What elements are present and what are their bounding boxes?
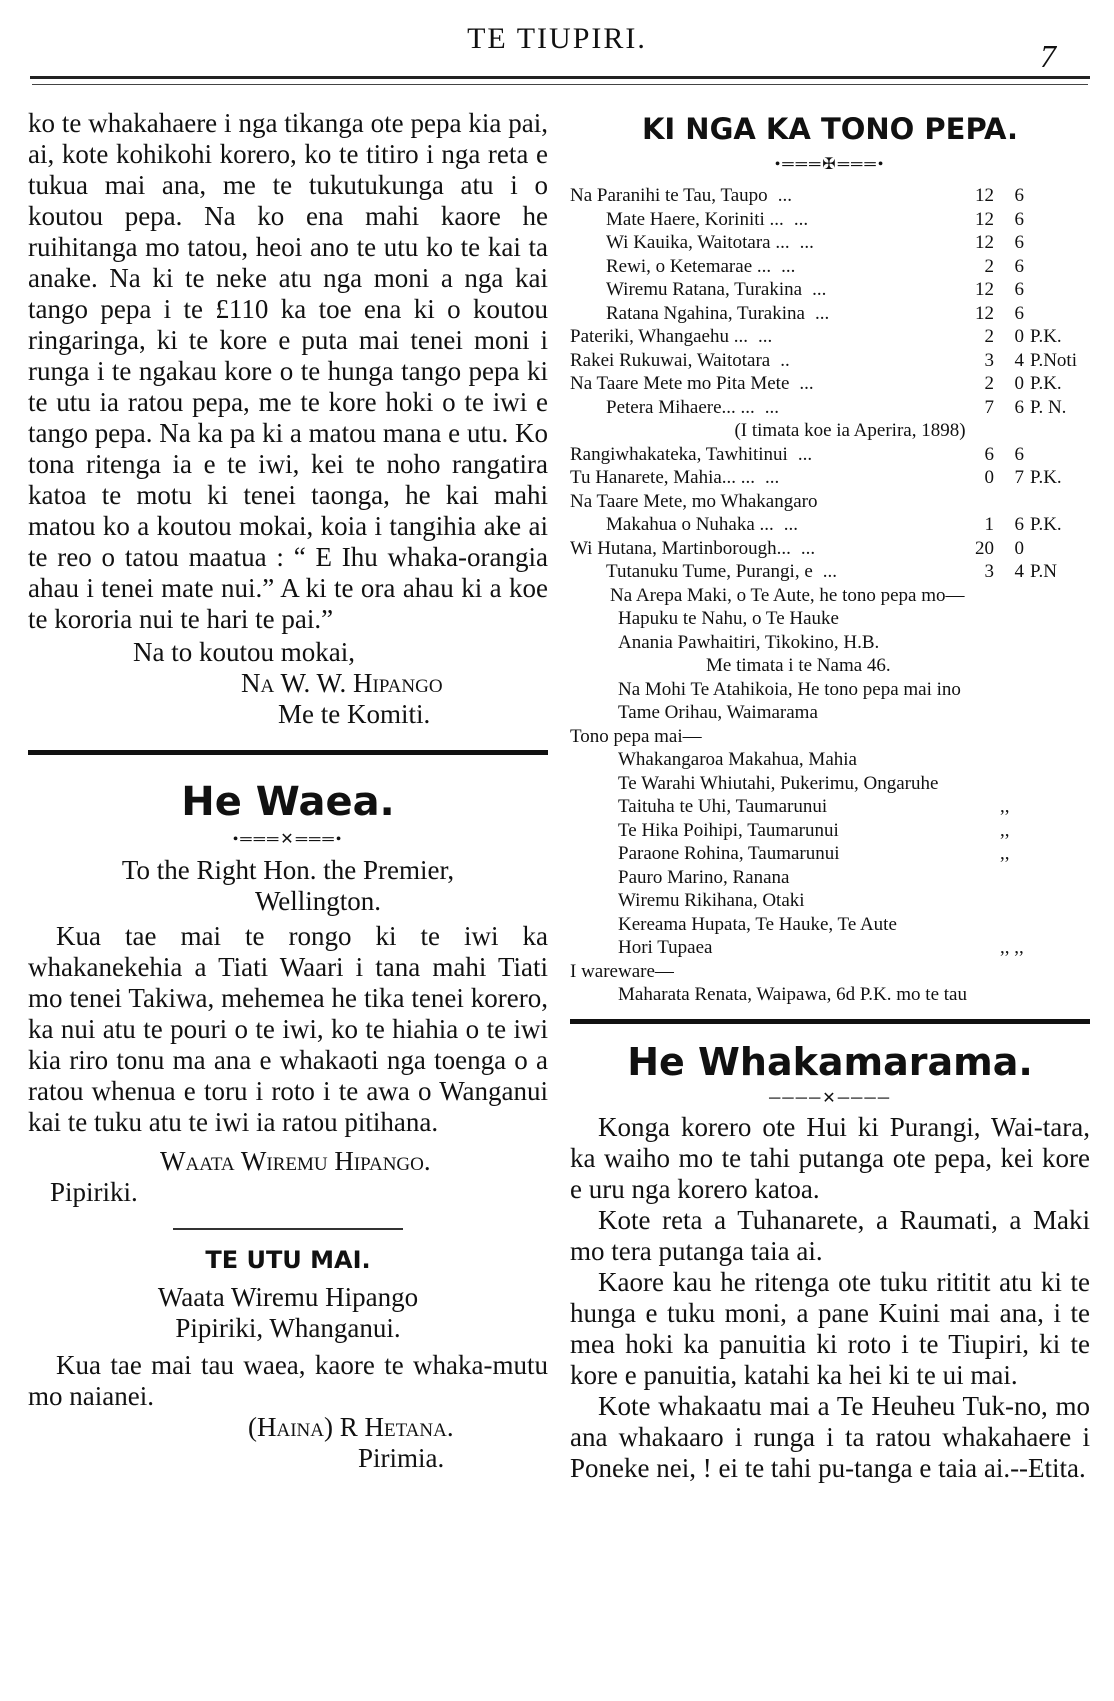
list-item-name: Tu Hanarete, Mahia... ...	[570, 467, 756, 488]
signature-line-2: Na W. W. Hipango	[241, 668, 443, 698]
list-item-n2: 6	[1014, 396, 1024, 418]
arepa-line-2: Hapuku te Nahu, o Te Hauke	[618, 608, 839, 629]
list-item-name: Wiremu Rikihana, Otaki	[618, 890, 805, 911]
list-item	[570, 866, 1090, 890]
ditto-mark: ,, ,,	[1000, 937, 1024, 958]
list-item: Na Taare Mete, mo Whakangaro	[570, 490, 818, 512]
list-item-name: Whakangaroa Makahua, Mahia	[618, 749, 857, 770]
list-item-n2: 6	[1014, 443, 1024, 465]
list-item-name: Rangiwhakateka, Tawhitinui	[570, 443, 788, 465]
ditto-mark	[1000, 748, 1090, 772]
list-item-n2: 6	[1014, 185, 1024, 206]
waea-place: Pipiriki.	[50, 1177, 138, 1207]
list-item	[570, 819, 1090, 843]
list-item	[570, 936, 1090, 960]
list-item-name: Mate Haere, Koriniti ...	[606, 208, 784, 230]
short-rule	[173, 1228, 403, 1230]
list-item-name: Rakei Rukuwai, Waitotara	[570, 349, 771, 371]
list-item-n1: 7	[984, 396, 994, 418]
utu-title: Pirimia.	[358, 1443, 445, 1473]
ornament-divider: •═══✕═══•	[232, 831, 344, 848]
list-item-tag	[1024, 302, 1090, 326]
list-item-n2: 4	[1014, 349, 1024, 371]
list-item-tag	[1024, 443, 1090, 467]
list-item-tag	[1024, 208, 1090, 232]
list-item	[570, 466, 1090, 490]
list-item-n1: 2	[984, 326, 994, 347]
list-item	[570, 889, 1090, 913]
list-item-name: Wi Hutana, Martinborough...	[570, 537, 791, 559]
utu-body: Kua tae mai tau waea, kaore te whaka-mutu mo naianei.	[28, 1350, 548, 1411]
list-item-tag	[1024, 278, 1090, 302]
list-item-spacer	[827, 795, 1000, 819]
utu-signature: (Haina) R Hetana.	[248, 1412, 454, 1442]
maharata-line: Maharata Renata, Waipawa, 6d P.K. mo te tau	[618, 984, 967, 1005]
list-item-name: Pauro Marino, Ranana	[618, 866, 790, 888]
list-item-name: Hori Tupaea	[618, 937, 713, 958]
page-number: 7	[1040, 38, 1056, 74]
utu-address-2: Pipiriki, Whanganui.	[175, 1313, 401, 1343]
list-item-tag: P.K.	[1030, 326, 1062, 347]
list-item-name: Makahua o Nuhaka ...	[606, 514, 774, 535]
ditto-mark	[1000, 866, 1090, 890]
ditto-mark: ,,	[1000, 843, 1010, 864]
list-item-spacer	[839, 819, 1000, 843]
list-item-tag: P.Noti	[1030, 349, 1077, 371]
ditto-mark: ,,	[1000, 796, 1010, 817]
signature-line-3: Me te Komiti.	[278, 699, 431, 729]
list-item-n1: 12	[975, 185, 994, 206]
list-item-n2: 7	[1014, 467, 1024, 488]
whakamarama-heading: He Whakamarama.	[627, 1039, 1033, 1084]
list-item-tag	[1024, 255, 1090, 279]
signature-line-1: Na to koutou mokai,	[133, 637, 355, 667]
list-item-name: Wiremu Ratana, Turakina	[606, 279, 803, 300]
list-item-n2: 6	[1014, 255, 1024, 277]
tono-heading: KI NGA KA TONO PEPA.	[641, 112, 1019, 146]
list-item-dots: ...	[777, 185, 792, 206]
list-item-tag: P. N.	[1030, 396, 1067, 418]
list-item-n2: 0	[1014, 326, 1024, 347]
list-item-dots: ...	[799, 232, 814, 253]
list-item-name: Rewi, o Ketemarae ...	[606, 255, 772, 277]
list-item-n1: 12	[975, 279, 994, 300]
list-item-n1: 3	[984, 349, 994, 371]
aperira-note: (I timata koe ia Aperira, 1898)	[734, 420, 966, 441]
list-item-dots: ...	[783, 514, 799, 535]
list-item-n1: 2	[984, 255, 994, 277]
waea-body: Kua tae mai te rongo ki te iwi ka whakanekehia a Tiati Waari i tana mahi Tiati mo tenei Takiwa, mehemea he tika tenei korero, ka nui atu te pouri o te iwi, ko te hiahia o te iwi kia riro tonu ma ana e whakaoti nga toenga o a ratou whenua e toru i roto i te awa o Wanganui kai te tuku atu te iwi ia ratou pitihana.	[28, 921, 548, 1137]
list-item	[570, 278, 1090, 302]
list-item	[570, 255, 1090, 279]
list-item-dots: ...	[814, 302, 830, 324]
ornament-divider: ────✕────	[768, 1089, 892, 1107]
list-item-dots: ...	[764, 396, 780, 418]
list-item-spacer	[789, 866, 1000, 890]
list-item	[570, 349, 1090, 373]
list-item	[570, 325, 1090, 349]
utu-heading: TE UTU MAI.	[205, 1246, 371, 1274]
list-item-name: Paraone Rohina, Taumarunui	[618, 843, 840, 864]
komiti-letter-text: ko te whakahaere i nga tikanga ote pepa kia pai, ai, kote kohikohi korero, ko te titiro i nga reta e tukua mai ana, me te tukutukunga atu i o koutou pepa. Na ko ena mahi kaore he ruihitanga mo tatou, heoi ano te utu ko te kai ta anake. Na ki te neke atu nga moni a nga kai tango pepa i te £110 ka toe ena ki o koutou ringaringa, ki te kore e puta mai tenei moni i runga i te ngakau kore o te hunga tango pepa ki te utu ia ratou pepa, me te kore hoki o te iwi e tango pepa. Na ka pa ki a matou mana e utu. Ko tona ritenga ia e te iwi, kei te noho rangatira katoa te motu ki tenei taonga, he kai mahi matou ko a koutou mokai, koia i tangihia ake ai te reo o tatou maatua : “ E Ihu whaka-orangia ahau i tenei mate nui.” A ki te ora ahau ki a koe te kororia nui te hari te pai.”	[28, 108, 548, 634]
right-column	[570, 108, 1090, 1484]
list-item	[570, 842, 1090, 866]
list-item-spacer	[805, 889, 1000, 913]
list-item	[570, 537, 1090, 561]
list-item-name: Na Paranihi te Tau, Taupo	[570, 185, 768, 206]
arepa-line-3: Anania Pawhaitiri, Tikokino, H.B.	[618, 631, 880, 653]
list-item-n2: 6	[1014, 232, 1024, 253]
ditto-mark	[1000, 913, 1090, 937]
list-item	[570, 231, 1090, 255]
header-rule	[30, 76, 1090, 79]
whakamarama-para-3: Kaore kau he ritenga ote tuku rititit atu ki te hunga e tuku moni, a pane Kuini mai ana, i te mea hoki ka panuitia ki roto i te Tiupiri, ki te kore e panuitia, katahi ka hei ki te ui mai.	[570, 1266, 1090, 1390]
list-item-dots: ...	[758, 326, 773, 347]
list-item-spacer	[840, 842, 1000, 866]
list-item-tag	[1024, 184, 1090, 208]
list-item-n2: 6	[1014, 208, 1024, 230]
waea-addressee-2: Wellington.	[254, 886, 382, 916]
left-column	[28, 108, 548, 1474]
list-item-tag: P.K.	[1030, 373, 1062, 394]
list-item-dots: ...	[765, 467, 780, 488]
list-item-n1: 12	[975, 232, 994, 253]
list-item-tag	[1024, 537, 1090, 561]
list-item-n1: 0	[984, 467, 994, 488]
list-item-n2: 6	[1014, 279, 1024, 300]
list-item-name: Pateriki, Whangaehu ...	[570, 326, 748, 347]
waea-addressee-1: To the Right Hon. the Premier,	[121, 855, 455, 885]
list-item	[570, 513, 1090, 537]
list-item-n1: 12	[975, 302, 994, 324]
list-item-n1: 3	[984, 561, 994, 582]
running-title: TE TIUPIRI.	[467, 22, 647, 55]
section-rule	[28, 750, 548, 755]
list-item-name: Tutanuku Tume, Purangi, e	[606, 561, 813, 582]
ditto-mark: ,,	[1000, 819, 1010, 841]
arepa-line-1: Na Arepa Maki, o Te Aute, he tono pepa mo—	[610, 584, 965, 606]
list-item	[570, 302, 1090, 326]
list-item-name: Wi Kauika, Waitotara ...	[606, 232, 790, 253]
list-item	[570, 560, 1090, 584]
list-item	[570, 913, 1090, 937]
list-item-tag: P.N	[1030, 561, 1057, 582]
ornament-divider: •═══✠═══•	[774, 156, 886, 173]
list-item-dots: ...	[812, 279, 827, 300]
list-item-dots: ...	[822, 561, 837, 582]
section-rule	[570, 1019, 1090, 1024]
list-item-name: Ratana Ngahina, Turakina	[606, 302, 805, 324]
header-rule-thin	[32, 84, 1088, 85]
list-item	[570, 396, 1090, 420]
wareware-label: I wareware—	[570, 960, 674, 982]
list-item-n2: 0	[1014, 537, 1024, 559]
waea-heading: He Waea.	[181, 779, 395, 825]
list-item-dots: ...	[797, 443, 813, 465]
ditto-mark	[1000, 889, 1090, 913]
list-item	[570, 443, 1090, 467]
list-item-dots: ...	[799, 373, 814, 394]
list-item	[570, 772, 1090, 796]
list-item-dots: ...	[800, 537, 816, 559]
mohi-line-1: Na Mohi Te Atahikoia, He tono pepa mai ino	[618, 678, 961, 700]
list-item-name: Petera Mihaere... ...	[606, 396, 755, 418]
list-item	[570, 372, 1090, 396]
tono-mai-label: Tono pepa mai—	[570, 725, 702, 747]
list-item-dots: ..	[780, 349, 790, 371]
list-item-spacer	[712, 936, 1000, 960]
utu-address-1: Waata Wiremu Hipango	[157, 1282, 419, 1312]
list-item	[570, 208, 1090, 232]
list-item-n2: 4	[1014, 561, 1024, 582]
list-item-n1: 2	[984, 373, 994, 394]
list-item-name: Te Hika Poihipi, Taumarunui	[618, 819, 839, 841]
list-item-tag	[1024, 231, 1090, 255]
subscriber-list	[570, 184, 1090, 1007]
list-item-dots: ...	[793, 208, 809, 230]
list-item	[570, 184, 1090, 208]
list-item-n1: 1	[984, 514, 994, 535]
list-item	[570, 748, 1090, 772]
list-item-name: Kereama Hupata, Te Hauke, Te Aute	[618, 913, 897, 935]
list-item-n2: 6	[1014, 514, 1024, 535]
ditto-mark	[1000, 772, 1090, 796]
whakamarama-para-4: Kote whakaatu mai a Te Heuheu Tuk-no, mo ana whakaaro i runga i ta ratou whakahaere i Poneke nei, ! ei te tahi pu-tanga e taia ai.--Etita.	[570, 1390, 1090, 1483]
list-item-name: Taituha te Uhi, Taumarunui	[618, 796, 828, 817]
list-item-n1: 6	[984, 443, 994, 465]
whakamarama-para-1: Konga korero ote Hui ki Purangi, Wai-tara, ka waiho mo te tahi putanga ote pepa, kei kore e uru nga korero katoa.	[570, 1111, 1090, 1204]
list-item-n2: 0	[1014, 373, 1024, 394]
list-item-n1: 20	[975, 537, 994, 559]
waea-signature: Waata Wiremu Hipango.	[160, 1146, 431, 1176]
list-item-name: Na Taare Mete mo Pita Mete	[570, 373, 790, 394]
list-item-spacer	[938, 772, 1000, 796]
list-item-tag: P.K.	[1030, 514, 1062, 535]
list-item-n2: 6	[1014, 302, 1024, 324]
list-item-name: Te Warahi Whiutahi, Pukerimu, Ongaruhe	[618, 772, 939, 794]
whakamarama-para-2: Kote reta a Tuhanarete, a Raumati, a Maki mo tera putanga taia ai.	[570, 1204, 1090, 1266]
list-item-dots: ...	[781, 255, 796, 277]
mohi-line-2: Tame Orihau, Waimarama	[618, 702, 818, 723]
list-item-tag: P.K.	[1030, 467, 1062, 488]
list-item-n1: 12	[975, 208, 994, 230]
list-item-spacer	[897, 913, 1000, 937]
list-item	[570, 795, 1090, 819]
list-item-spacer	[857, 748, 1000, 772]
arepa-line-4: Me timata i te Nama 46.	[706, 655, 891, 676]
